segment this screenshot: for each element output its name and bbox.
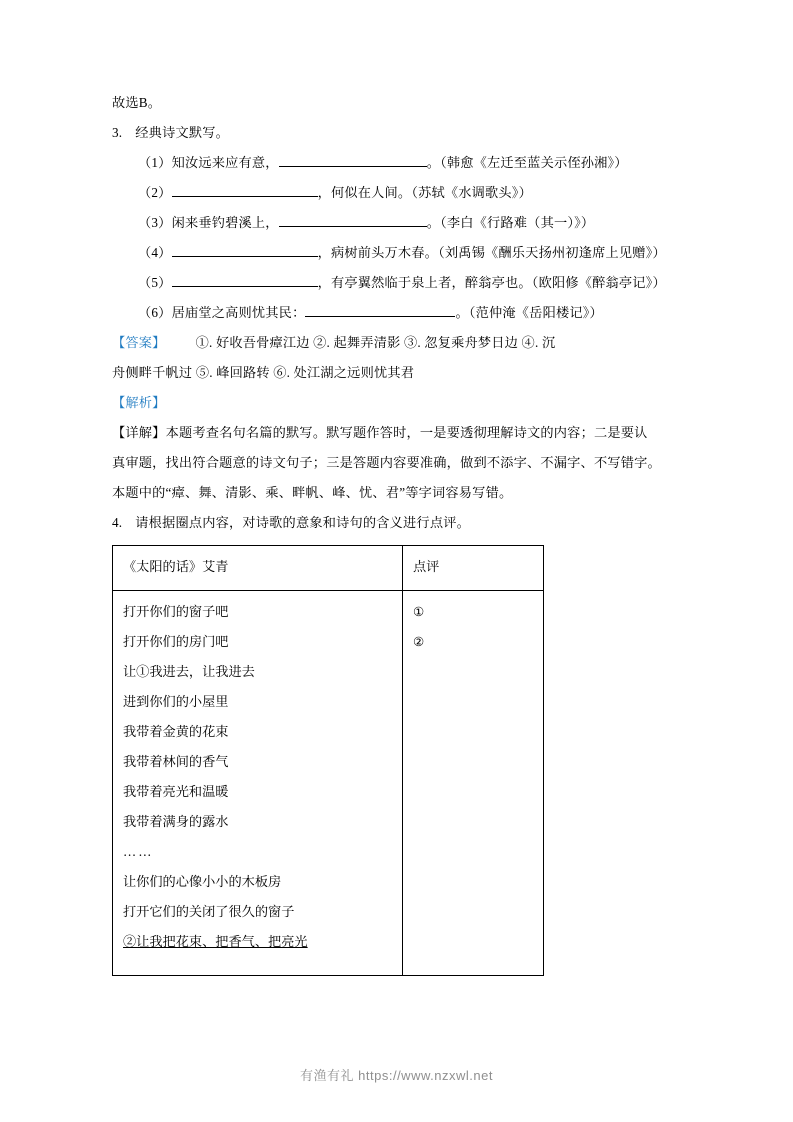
- analysis-tag: 【解析】: [112, 395, 166, 410]
- q3-item-3: [112, 208, 681, 238]
- q3-item-1-label: （1）: [138, 155, 172, 170]
- q3-item-3-after: 。（李白《行路难（其一）》）: [426, 215, 595, 230]
- poem-comment-table: [112, 545, 544, 976]
- table-header-poem-title: [113, 546, 403, 591]
- page-footer-watermark: 有渔有礼 https://www.nzxwl.net: [300, 1068, 493, 1083]
- answer-block-line-1: [112, 328, 681, 358]
- answer-line-1: ①. 好收吾骨瘴江边 ②. 起舞弄清影 ③. 忽复乘舟梦日边 ④. 沉: [195, 335, 556, 350]
- question-3-heading: [112, 118, 681, 148]
- poem-line-9: ……: [123, 844, 154, 859]
- q3-item-6-label: （6）: [138, 305, 172, 320]
- poem-title-text: 《太阳的话》艾青: [123, 559, 229, 574]
- poem-line-1: 打开你们的窗子吧: [123, 604, 229, 619]
- comment-mark-1: ①: [413, 605, 425, 619]
- q3-item-2-after: ，何似在人间。（苏轼《水调歌头》）: [317, 185, 532, 200]
- q3-item-4-blank: [172, 243, 318, 257]
- analysis-detail-text-2: 真审题，找出符合题意的诗文句子；三是答题内容要准确，做到不添字、不漏字、不写错字。: [112, 455, 661, 470]
- q3-item-5: [112, 268, 681, 298]
- poem-line-2: 打开你们的房门吧: [123, 634, 229, 649]
- table-header-comment: [403, 546, 544, 591]
- poem-line-6: 我带着林间的香气: [123, 754, 229, 769]
- analysis-detail-line-1: [112, 418, 681, 448]
- q3-item-1: [112, 148, 681, 178]
- question-4-heading: [112, 508, 681, 538]
- analysis-detail-text-3: 本题中的“瘴、舞、清影、乘、畔帆、峰、忧、君”等字词容易写错。: [112, 485, 513, 500]
- poem-line-12: ②让我把花束、把香气、把亮光: [123, 934, 308, 949]
- question-3-number: 3.: [112, 125, 123, 140]
- poem-line-8: 我带着满身的露水: [123, 814, 229, 829]
- poem-line-7: 我带着亮光和温暖: [123, 784, 229, 799]
- table-body-row: [113, 591, 544, 976]
- q3-item-4-label: （4）: [138, 245, 172, 260]
- q3-item-3-label: （3）: [138, 215, 172, 230]
- comment-header-text: 点评: [413, 559, 440, 574]
- analysis-tag-line: [112, 388, 681, 418]
- q3-item-6: [112, 298, 681, 328]
- analysis-detail-line-2: [112, 448, 681, 478]
- q3-item-4-after: ，病树前头万木春。（刘禹锡《酬乐天扬州初逢席上见赠》）: [317, 245, 666, 260]
- analysis-detail-tag: 【详解】: [112, 425, 166, 440]
- comment-mark-2: ②: [413, 635, 425, 649]
- q3-item-5-after: ，有亭翼然临于泉上者，醉翁亭也。（欧阳修《醉翁亭记》）: [317, 275, 666, 290]
- question-3-title: 经典诗文默写。: [135, 125, 230, 140]
- analysis-detail-text-1: 本题考查名句名篇的默写。默写题作答时，一是要透彻理解诗文的内容；二是要认: [165, 425, 648, 440]
- q3-item-3-blank: [279, 213, 427, 227]
- q3-item-6-after: 。（范仲淹《岳阳楼记》）: [455, 305, 603, 320]
- poem-line-10: 让你们的心像小小的木板房: [123, 874, 282, 889]
- analysis-detail-line-3: [112, 478, 681, 508]
- answer-line-2: 舟侧畔千帆过 ⑤. 峰回路转 ⑥. 处江湖之远则忧其君: [112, 365, 415, 380]
- q3-item-1-after: 。（韩愈《左迁至蓝关示侄孙湘》）: [426, 155, 628, 170]
- q3-item-6-blank: [305, 303, 455, 317]
- q3-item-5-label: （5）: [138, 275, 172, 290]
- comment-body-cell: [403, 591, 544, 976]
- poem-line-5: 我带着金黄的花束: [123, 724, 229, 739]
- q3-item-6-before: 居庙堂之高则忧其民：: [171, 305, 306, 320]
- poem-line-4: 进到你们的小屋里: [123, 694, 229, 709]
- q3-item-5-blank: [172, 273, 318, 287]
- q3-item-1-blank: [279, 153, 427, 167]
- question-4-title: 请根据圈点内容，对诗歌的意象和诗句的含义进行点评。: [135, 515, 470, 530]
- q3-item-1-before: 知汝远来应有意，: [171, 155, 279, 170]
- q3-item-3-before: 闲来垂钓碧溪上，: [171, 215, 279, 230]
- answer-block-line-2: [112, 358, 681, 388]
- poem-body-cell: [113, 591, 403, 976]
- q3-item-4: [112, 238, 681, 268]
- q3-item-2-blank: [172, 183, 318, 197]
- poem-line-3: 让①我进去，让我进去: [123, 664, 255, 679]
- answer-tag: 【答案】: [112, 335, 166, 350]
- top-conclusion-line: 故选B。: [112, 95, 162, 110]
- poem-line-11: 打开它们的关闭了很久的窗子: [123, 904, 295, 919]
- table-header-row: [113, 546, 544, 591]
- question-4-number: 4.: [112, 515, 123, 530]
- q3-item-2: [112, 178, 681, 208]
- q3-item-2-label: （2）: [138, 185, 172, 200]
